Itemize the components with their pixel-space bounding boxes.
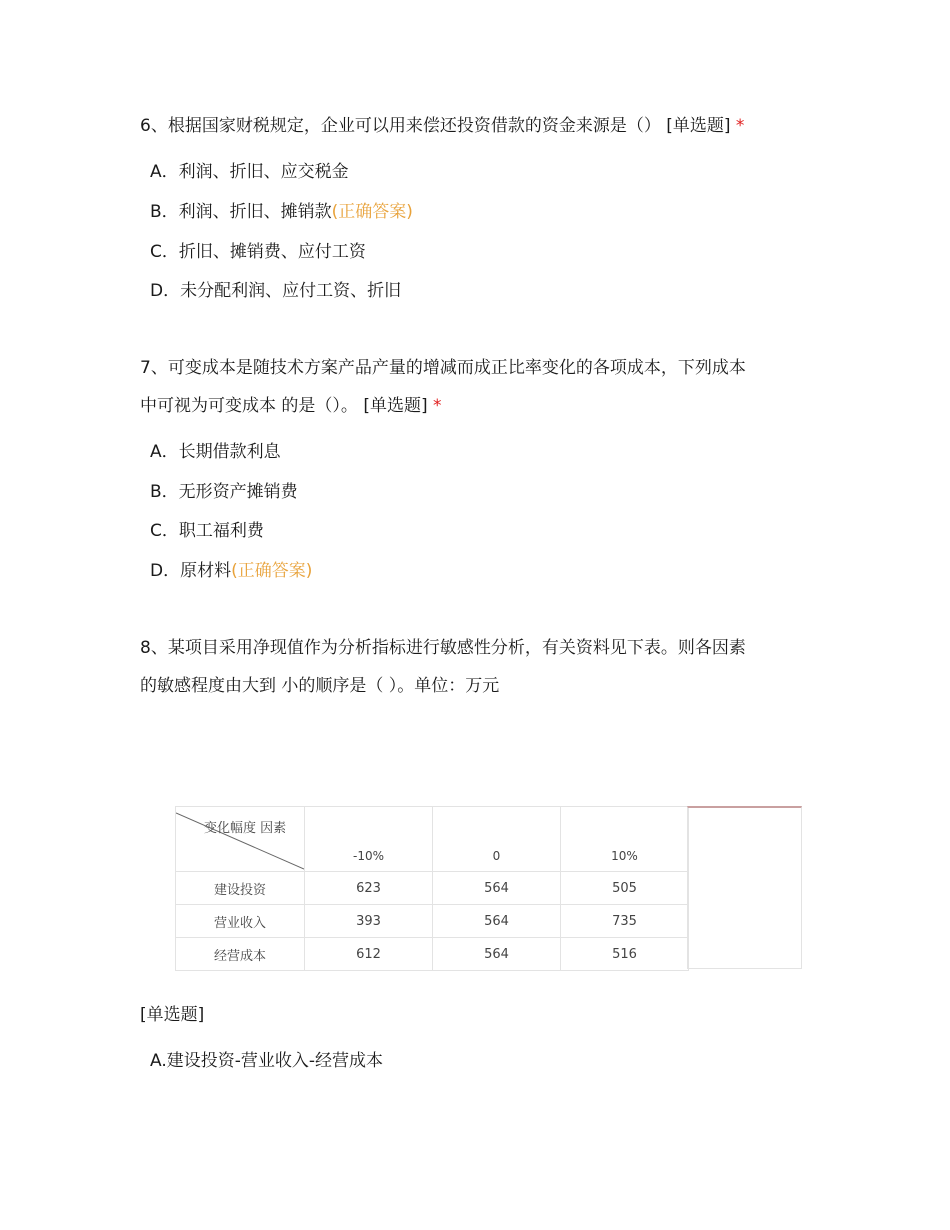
question-7-title-line-1 (140, 356, 746, 380)
question-6-option-d (150, 279, 401, 303)
option-text: A．长期借款利息 (150, 442, 281, 462)
column-header-text: -10% (352, 849, 384, 863)
option-text: B．利润、折旧、摊销款 (150, 202, 332, 222)
correct-answer-label: (正确答案) (231, 561, 313, 581)
table-cell: 612 (305, 938, 433, 971)
corner-label: 变化幅度 因素 (204, 821, 287, 836)
question-7-required-mark: * (432, 396, 442, 416)
question-8-title-line-2 (140, 674, 499, 698)
option-text: D．未分配利润、应付工资、折旧 (150, 281, 402, 301)
table-cell: 564 (433, 872, 561, 905)
question-7-option-b (150, 480, 298, 504)
column-header (561, 807, 689, 872)
question-7-text-line-2: 中可视为可变成本 的是（）。 (140, 396, 358, 416)
correct-answer-label: (正确答案) (331, 202, 413, 222)
row-factor: 经营成本 (176, 938, 305, 971)
table-cell: 505 (561, 872, 689, 905)
question-8-option-a (150, 1049, 383, 1073)
column-header (305, 807, 433, 872)
row-factor: 营业收入 (176, 905, 305, 938)
question-6-text: 6、根据国家财税规定，企业可以用来偿还投资借款的资金来源是（） (140, 116, 661, 136)
sensitivity-table-image (175, 806, 803, 970)
table-row (176, 938, 689, 971)
table-row (176, 872, 689, 905)
question-7-option-c (150, 519, 264, 543)
option-text: C．折旧、摊销费、应付工资 (150, 242, 366, 262)
table-blank-column (687, 806, 802, 969)
question-6-required-mark: * (735, 116, 745, 136)
table-cell: 735 (561, 905, 689, 938)
question-8-type-tag-line (140, 1003, 204, 1027)
table-cell: 516 (561, 938, 689, 971)
table-row (176, 905, 689, 938)
table-cell: 564 (433, 905, 561, 938)
question-6-option-c (150, 240, 366, 264)
question-8-text-line-2: 的敏感程度由大到 小的顺序是（ ）。单位：万元 (140, 676, 500, 696)
question-8-text-line-1: 8、某项目采用净现值作为分析指标进行敏感性分析，有关资料见下表。则各因素 (140, 638, 746, 658)
option-text: C．职工福利费 (150, 521, 264, 541)
question-6-option-a (150, 160, 349, 184)
question-8-type-tag: [单选题] (140, 1005, 205, 1025)
question-6-title (140, 114, 744, 138)
sensitivity-table (175, 806, 689, 971)
column-header-text: 10% (611, 849, 638, 863)
option-text: B．无形资产摊销费 (150, 482, 298, 502)
table-cell: 623 (305, 872, 433, 905)
question-7-text-line-1: 7、可变成本是随技术方案产品产量的增减而成正比率变化的各项成本，下列成本 (140, 358, 746, 378)
table-cell: 564 (433, 938, 561, 971)
question-6-type-tag: [单选题] (666, 116, 731, 136)
column-header (433, 807, 561, 872)
column-header-text: 0 (492, 849, 501, 863)
table-corner-header (176, 807, 305, 872)
question-8-title-line-1 (140, 636, 746, 660)
table-cell: 393 (305, 905, 433, 938)
option-text: A．利润、折旧、应交税金 (150, 162, 349, 182)
question-7-option-d (150, 559, 312, 583)
option-text: A.建设投资-营业收入-经营成本 (150, 1051, 384, 1071)
question-7-option-a (150, 440, 281, 464)
question-6-option-b (150, 200, 413, 224)
option-text: D．原材料 (150, 561, 232, 581)
question-7-title-line-2 (140, 394, 441, 418)
row-factor: 建设投资 (176, 872, 305, 905)
question-7-type-tag: [单选题] (363, 396, 428, 416)
